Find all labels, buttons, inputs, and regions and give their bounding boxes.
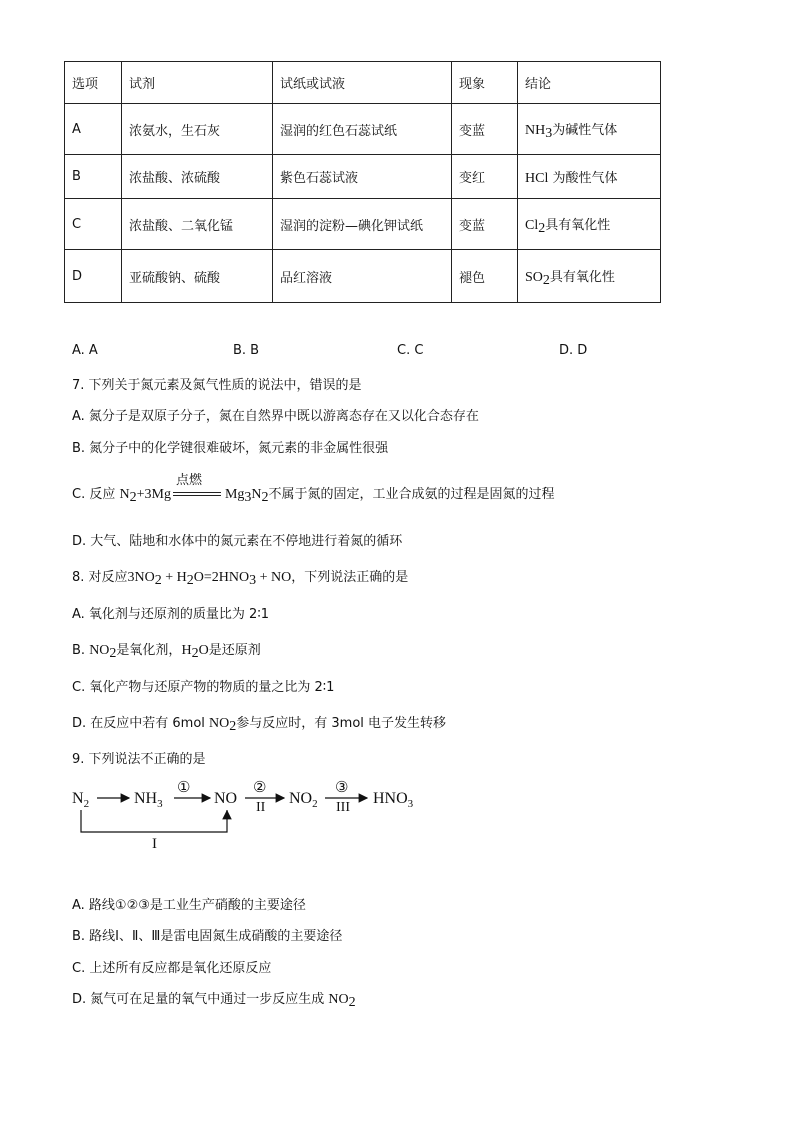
conclusion-text: 为酸性气体 [548, 170, 618, 186]
header-option: 选项 [65, 62, 122, 104]
q8-option-d [72, 712, 446, 732]
conclusion-formula: Cl [525, 218, 539, 233]
species-no2: $NO_2$ [289, 790, 318, 810]
q8-eq-2-sub: 2 [186, 573, 194, 588]
conclusion-formula-sub: 2 [542, 273, 550, 288]
conclusion-text: 为碱性气体 [552, 123, 618, 138]
cell-indicator: 紫色石蕊试液 [273, 155, 452, 199]
q9-d-f: NO [328, 992, 349, 1007]
q7-c-product-sub2: 2 [261, 490, 269, 505]
reaction-condition-equals [173, 472, 223, 502]
table-row [65, 104, 661, 155]
conclusion-formula: HCl [525, 170, 549, 186]
cell-phenomenon: 褪色 [452, 250, 518, 303]
q8-b-f1: NO [89, 643, 110, 658]
conclusion-formula-sub: 2 [538, 221, 546, 236]
q8-option-c: C. 氧化产物与还原产物的物质的量之比为 2∶1 [72, 680, 335, 695]
species-n2: $N_2$ [72, 790, 90, 810]
cell-indicator: 湿润的淀粉—碘化钾试纸 [273, 199, 452, 250]
q9-d-prefix: D. 氮气可在足量的氧气中通过一步反应生成 [72, 992, 329, 1007]
q8-eq-3: O=2HNO [193, 570, 250, 585]
q7-option-d: D. 大气、陆地和水体中的氮元素在不停地进行着氮的循环 [72, 534, 403, 549]
q7-c-product: Mg [224, 487, 245, 502]
q6-option-b: B. B [233, 343, 260, 358]
cell-conclusion [518, 104, 661, 155]
cell-conclusion [518, 250, 661, 303]
q8-d-suffix: 参与反应时，有 3mol 电子发生转移 [236, 716, 447, 731]
route-2-label: II [256, 800, 266, 815]
header-reagent: 试剂 [122, 62, 273, 104]
q8-b-f2: H [181, 643, 192, 658]
q7-c-prefix: C. 反应 [72, 487, 116, 502]
q9-option-c: C. 上述所有反应都是氧化还原反应 [72, 961, 272, 976]
conclusion-text: 具有氧化性 [549, 270, 615, 285]
conclusion-formula-sub: 3 [545, 126, 553, 141]
species-nh3: $NH_3$ [134, 790, 163, 810]
q8-option-b [72, 639, 261, 659]
conclusion-formula: NH [525, 123, 546, 138]
header-indicator: 试纸或试液 [273, 62, 452, 104]
q6-option-d: D. D [559, 343, 588, 358]
q8-b-suffix: 是还原剂 [208, 643, 261, 658]
q7-option-c [72, 472, 555, 505]
q7-c-n: N [119, 487, 130, 502]
q9-option-d [72, 988, 356, 1008]
cell-indicator: 湿润的红色石蕊试纸 [273, 104, 452, 155]
cell-indicator: 品红溶液 [273, 250, 452, 303]
q7-c-mg: +3Mg [136, 487, 171, 502]
step-2-label: ② [253, 780, 267, 796]
q8-eq-3-sub: 3 [249, 573, 257, 588]
route-3-label: III [336, 800, 350, 815]
q8-d-prefix: D. 在反应中若有 6mol [72, 716, 210, 731]
species-hno3: $HNO_3$ [373, 790, 414, 810]
q6-option-c: C. C [397, 343, 424, 358]
table-header-row [65, 62, 661, 104]
q9-stem: 9. 下列说法不正确的是 [72, 752, 206, 767]
step-1-label: ① [177, 780, 191, 796]
step-3-label: ③ [335, 780, 349, 796]
cell-reagent: 浓氨水，生石灰 [122, 104, 273, 155]
q8-b-f1-sub: 2 [109, 646, 117, 661]
q8-eq-1-sub: 2 [154, 573, 162, 588]
q9-option-b: B. 路线Ⅰ、Ⅱ、Ⅲ是雷电固氮生成硝酸的主要途径 [72, 929, 343, 944]
cell-option: C [65, 199, 122, 250]
table-row [65, 155, 661, 199]
cell-phenomenon: 变蓝 [452, 199, 518, 250]
cell-option: D [65, 250, 122, 303]
cell-conclusion [518, 199, 661, 250]
table-row [65, 199, 661, 250]
species-no: NO [214, 790, 238, 807]
q7-option-a: A. 氮分子是双原子分子，氮在自然界中既以游离态存在又以化合态存在 [72, 409, 479, 424]
cell-option: B [65, 155, 122, 199]
q9-d-f-sub: 2 [348, 995, 356, 1010]
route-1-line [81, 810, 227, 832]
q6-option-a: A. A [72, 343, 98, 358]
q7-c-suffix: 不属于氮的固定，工业合成氨的过程是固氮的过程 [268, 487, 555, 502]
q7-c-n-sub: 2 [129, 490, 137, 505]
q8-eq-4: + NO [256, 570, 292, 585]
cell-phenomenon: 变红 [452, 155, 518, 199]
q8-b-f2-tail: O [198, 643, 209, 658]
q8-option-a: A. 氧化剂与还原剂的质量比为 2∶1 [72, 607, 269, 622]
table-row [65, 250, 661, 303]
route-1-label: I [152, 836, 157, 852]
cell-conclusion [518, 155, 661, 199]
conclusion-text: 具有氧化性 [545, 218, 611, 233]
q8-stem-prefix: 8. 对反应 [72, 570, 128, 585]
q8-b-mid: 是氧化剂， [116, 643, 182, 658]
q7-c-product-n: N [251, 487, 262, 502]
cell-reagent: 浓盐酸、浓硫酸 [122, 155, 273, 199]
q8-d-f: NO [209, 716, 230, 731]
cell-reagent: 浓盐酸、二氧化锰 [122, 199, 273, 250]
nitrogen-route-diagram [60, 770, 460, 855]
q8-stem-suffix: ，下列说法正确的是 [291, 570, 409, 585]
q8-stem [72, 566, 408, 586]
q7-stem: 7. 下列关于氮元素及氮气性质的说法中，错误的是 [72, 378, 362, 393]
q7-option-b: B. 氮分子中的化学键很难破坏，氮元素的非金属性很强 [72, 441, 389, 456]
header-conclusion: 结论 [518, 62, 661, 104]
cell-phenomenon: 变蓝 [452, 104, 518, 155]
reagent-table [64, 61, 661, 303]
q8-eq-1: 3NO [127, 570, 155, 585]
cell-option: A [65, 104, 122, 155]
cell-reagent: 亚硫酸钠、硫酸 [122, 250, 273, 303]
q8-b-prefix: B. [72, 643, 90, 658]
q8-d-f-sub: 2 [229, 719, 237, 734]
q9-option-a: A. 路线①②③是工业生产硝酸的主要途径 [72, 898, 306, 913]
header-phenomenon: 现象 [452, 62, 518, 104]
conclusion-formula: SO [525, 270, 543, 285]
q7-c-product-sub1: 3 [244, 490, 252, 505]
q8-eq-2: + H [161, 570, 187, 585]
reaction-condition: 点燃 [175, 472, 202, 488]
q8-b-f2-sub: 2 [191, 646, 199, 661]
